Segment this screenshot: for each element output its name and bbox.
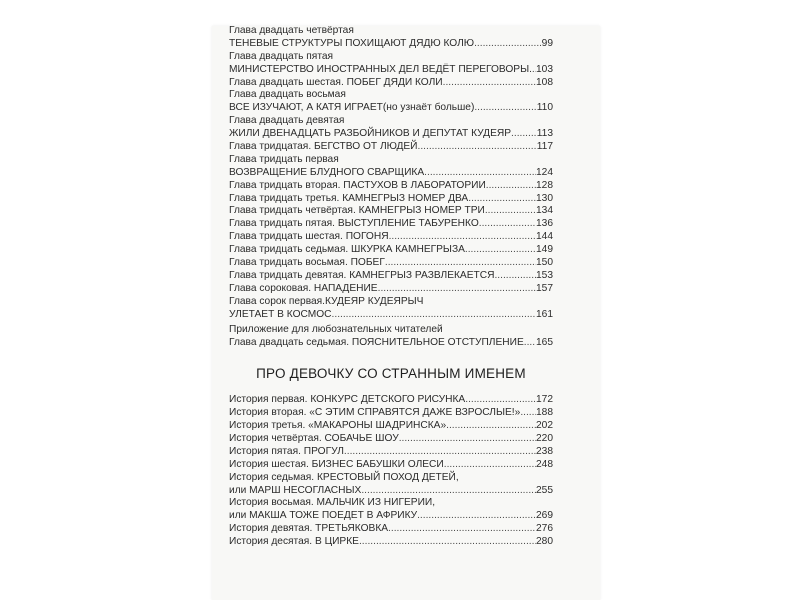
- toc-page-number: 255: [536, 484, 553, 496]
- table-of-contents: [229, 25, 553, 549]
- toc-entry: [229, 102, 553, 115]
- toc-entry-title: История десятая. В ЦИРКЕ: [229, 536, 359, 548]
- dot-leader: [524, 337, 536, 350]
- toc-entry-title: История пятая. ПРОГУЛ: [229, 445, 344, 457]
- dot-leader: [494, 270, 536, 283]
- dot-leader: [424, 167, 536, 180]
- toc-page-number: 220: [536, 432, 553, 444]
- toc-entry: История восьмая. МАЛЬЧИК ИЗ НИГЕРИИ,: [229, 497, 436, 509]
- toc-entry-title: История девятая. ТРЕТЬЯКОВКА: [229, 523, 389, 535]
- toc-entry: [229, 180, 553, 193]
- toc-page-number: 188: [536, 407, 553, 419]
- toc-entry-title: Глава тридцать восьмая. ПОБЕГ: [229, 257, 385, 269]
- dot-leader: [417, 510, 536, 523]
- toc-entry: [229, 510, 553, 523]
- dot-leader: [388, 523, 536, 536]
- toc-page-number: 157: [536, 282, 553, 294]
- dot-leader: [389, 231, 536, 244]
- toc-entry-title: История первая. КОНКУРС ДЕТСКОГО РИСУНКА: [229, 394, 466, 406]
- toc-entry: [229, 38, 553, 51]
- toc-entry: [229, 433, 553, 446]
- toc-entry: [229, 485, 553, 498]
- toc-entry: [229, 231, 553, 244]
- toc-entry-title: ЖИЛИ ДВЕНАДЦАТЬ РАЗБОЙНИКОВ И ДЕПУТАТ КУДЕЯР: [229, 128, 512, 140]
- toc-page-number: 269: [536, 510, 553, 522]
- dot-leader: [465, 394, 536, 407]
- dot-leader: [443, 77, 536, 90]
- toc-page-number: 128: [536, 179, 553, 191]
- dot-leader: [418, 141, 537, 154]
- toc-entry: [229, 394, 553, 407]
- toc-page-number: 108: [536, 76, 553, 88]
- toc-entry: Глава двадцать восьмая: [229, 89, 346, 101]
- toc-entry-title: Глава тридцать шестая. ПОГОНЯ: [229, 231, 389, 243]
- toc-entry: Приложение для любознательных читателей: [229, 324, 443, 336]
- dot-leader: [511, 128, 537, 141]
- toc-entry-note: (но узнаёт больше): [382, 102, 475, 114]
- dot-leader: [465, 244, 536, 257]
- dot-leader: [446, 420, 536, 433]
- toc-part-2: [229, 394, 553, 549]
- toc-entry-title: МИНИСТЕРСТВО ИНОСТРАННЫХ ДЕЛ ВЕДЁТ ПЕРЕГОВОРЫ.: [229, 63, 532, 75]
- toc-entry: [229, 141, 553, 154]
- toc-page-number: 130: [536, 192, 553, 204]
- toc-entry: [229, 309, 553, 322]
- toc-part-1: [229, 25, 553, 350]
- toc-page-number: 238: [536, 445, 553, 457]
- toc-entry: Глава двадцать четвёртая: [229, 25, 354, 36]
- toc-page-number: 280: [536, 536, 553, 548]
- toc-entry-title: Глава двадцать шестая. ПОБЕГ ДЯДИ КОЛИ: [229, 76, 443, 88]
- toc-page-number: 149: [536, 244, 553, 256]
- toc-entry: [229, 167, 553, 180]
- toc-entry: [229, 337, 553, 350]
- toc-entry-title: или МАКША ТОЖЕ ПОЕДЕТ В АФРИКУ: [229, 510, 418, 522]
- toc-page-number: 150: [536, 257, 553, 269]
- toc-entry: [229, 257, 553, 270]
- dot-leader: [332, 309, 536, 322]
- dot-leader: [444, 459, 536, 472]
- toc-entry-title: ТЕНЕВЫЕ СТРУКТУРЫ ПОХИЩАЮТ ДЯДЮ КОЛЮ: [229, 37, 475, 49]
- toc-page-number: 144: [536, 231, 553, 243]
- toc-entry-title: Глава тридцать седьмая. ШКУРКА КАМНЕГРЫЗА: [229, 244, 465, 256]
- dot-leader: [468, 193, 536, 206]
- toc-entry-title: История вторая. «С ЭТИМ СПРАВЯТСЯ ДАЖЕ ВЗРОСЛЫЕ!»: [229, 407, 521, 419]
- toc-page-number: 124: [536, 166, 553, 178]
- toc-entry-title: История четвёртая. СОБАЧЬЕ ШОУ: [229, 432, 399, 444]
- dot-leader: [474, 102, 536, 115]
- toc-entry-title: УЛЕТАЕТ В КОСМОС: [229, 308, 332, 320]
- toc-entry-title: История третья. «МАКАРОНЫ ШАДРИНСКА»: [229, 420, 447, 432]
- toc-page-number: 248: [536, 458, 553, 470]
- toc-entry: [229, 459, 553, 472]
- toc-entry: [229, 283, 553, 296]
- toc-entry: [229, 244, 553, 257]
- toc-page-number: 202: [536, 420, 553, 432]
- toc-entry-title: Глава тридцать третья. КАМНЕГРЫЗ НОМЕР ДВА: [229, 192, 469, 204]
- toc-entry: Глава двадцать пятая: [229, 50, 334, 62]
- toc-entry: [229, 420, 553, 433]
- dot-leader: [520, 407, 536, 420]
- toc-entry: [229, 536, 553, 549]
- toc-entry-title: Глава тридцать четвёртая. КАМНЕГРЫЗ НОМЕР ТРИ: [229, 205, 485, 217]
- toc-entry: [229, 64, 553, 77]
- toc-entry: [229, 205, 553, 218]
- toc-entry: [229, 270, 553, 283]
- toc-entry-title: ВСЕ ИЗУЧАЮТ, А КАТЯ ИГРАЕТ: [229, 102, 383, 114]
- toc-entry-title: Глава тридцать вторая. ПАСТУХОВ В ЛАБОРАТОРИИ: [229, 179, 486, 191]
- toc-entry-title: Глава тридцатая. БЕГСТВО ОТ ЛЮДЕЙ: [229, 141, 418, 153]
- toc-page-number: 153: [536, 269, 553, 281]
- toc-entry: История седьмая. КРЕСТОВЫЙ ПОХОД ДЕТЕЙ,: [229, 471, 459, 483]
- toc-page-number: 113: [536, 128, 553, 140]
- toc-entry: [229, 446, 553, 459]
- toc-page-number: 134: [536, 205, 553, 217]
- toc-entry-title: или МАРШ НЕСОГЛАСНЫХ: [229, 484, 362, 496]
- dot-leader: [486, 180, 536, 193]
- toc-entry: [229, 128, 553, 141]
- dot-leader: [344, 446, 536, 459]
- toc-entry-title: Глава тридцать пятая. ВЫСТУПЛЕНИЕ ТАБУРЕНКО: [229, 218, 479, 230]
- dot-leader: [485, 205, 536, 218]
- toc-page-number: 110: [536, 102, 553, 114]
- toc-page-number: 165: [536, 337, 553, 349]
- dot-leader: [359, 536, 536, 549]
- dot-leader: [378, 283, 536, 296]
- toc-page-number: 276: [536, 523, 553, 535]
- toc-entry-title: ВОЗВРАЩЕНИЕ БЛУДНОГО СВАРЩИКА: [229, 166, 425, 178]
- toc-entry: Глава тридцать первая: [229, 153, 339, 165]
- toc-page-number: 117: [536, 141, 553, 153]
- toc-page-number: 99: [541, 37, 553, 49]
- dot-leader: [385, 257, 536, 270]
- toc-page-number: 172: [536, 394, 553, 406]
- toc-page-number: 103: [536, 63, 553, 75]
- section-title: ПРО ДЕВОЧКУ СО СТРАННЫМ ИМЕНЕМ: [256, 366, 526, 382]
- toc-page-number: 161: [536, 308, 553, 320]
- dot-leader: [399, 433, 536, 446]
- toc-entry: [229, 193, 553, 206]
- toc-entry: [229, 407, 553, 420]
- toc-entry: Глава сорок первая.КУДЕЯР КУДЕЯРЫЧ: [229, 295, 424, 307]
- toc-entry-title: Глава тридцать девятая. КАМНЕГРЫЗ РАЗВЛЕКАЕТСЯ: [229, 269, 495, 281]
- toc-entry: [229, 218, 553, 231]
- dot-leader: [361, 485, 536, 498]
- dot-leader: [479, 218, 536, 231]
- dot-leader: [474, 38, 542, 51]
- toc-entry: Глава двадцать девятая: [229, 115, 345, 127]
- toc-entry-title: Глава двадцать седьмая. ПОЯСНИТЕЛЬНОЕ ОТСТУПЛЕНИЕ: [229, 337, 524, 349]
- toc-entry: [229, 77, 553, 90]
- toc-entry-title: История шестая. БИЗНЕС БАБУШКИ ОЛЕСИ: [229, 458, 444, 470]
- toc-page-number: 136: [536, 218, 553, 230]
- toc-entry-title: Глава сороковая. НАПАДЕНИЕ: [229, 282, 378, 294]
- toc-entry: [229, 523, 553, 536]
